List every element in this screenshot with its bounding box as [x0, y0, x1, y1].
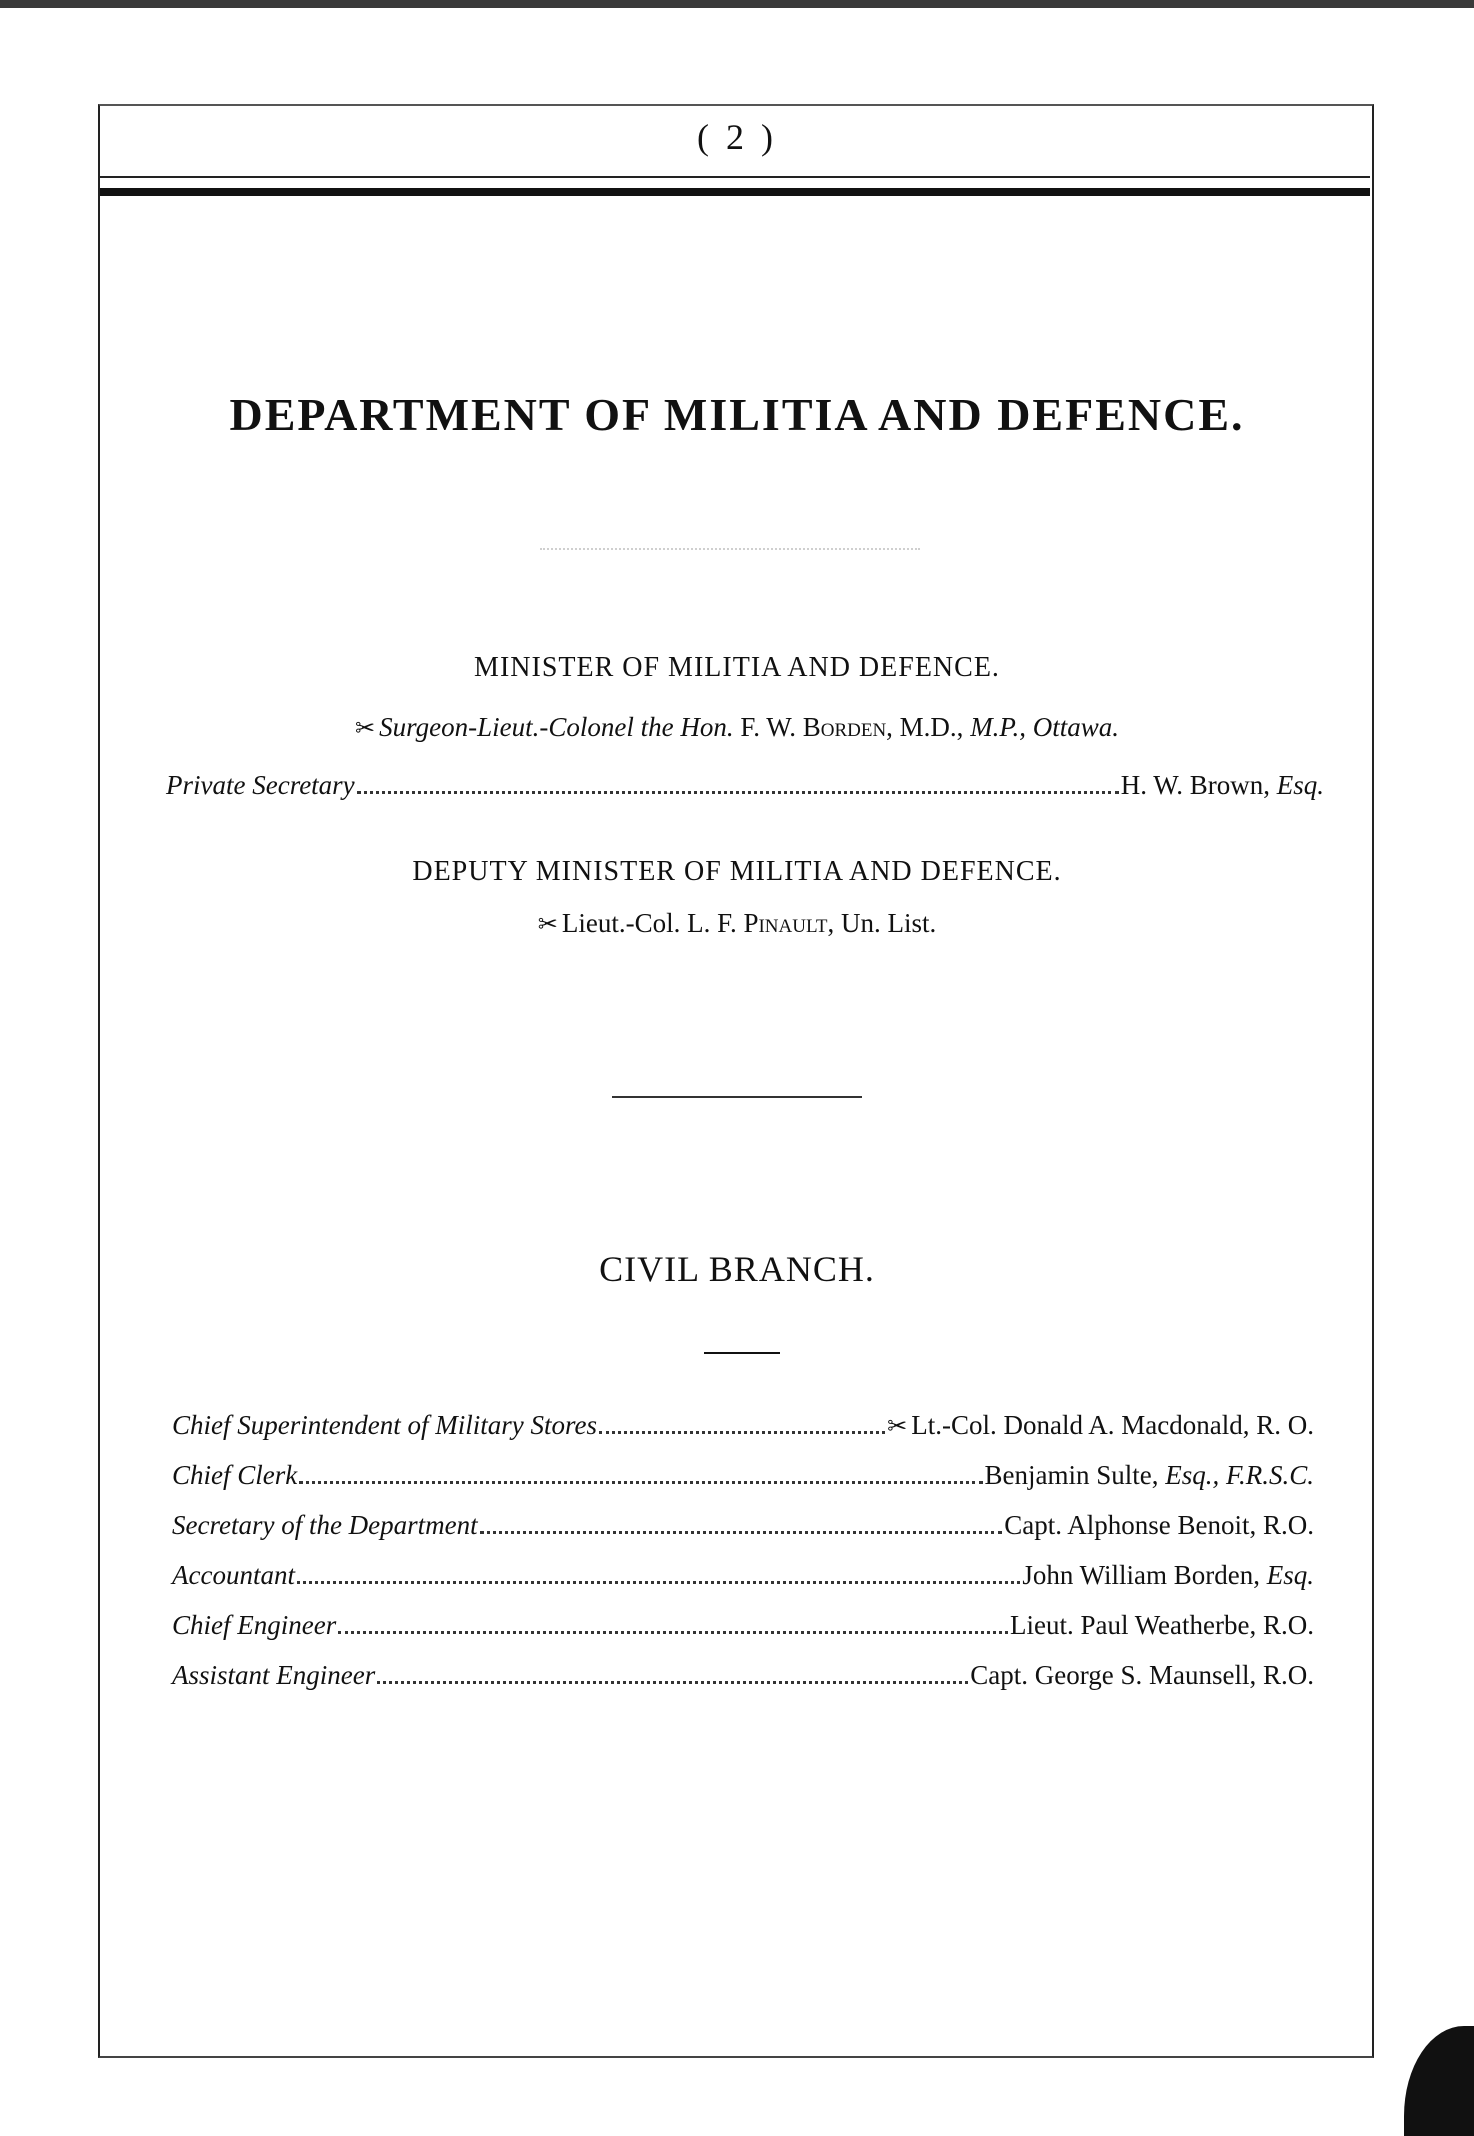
civil-branch-holder [1004, 1510, 1314, 1541]
civil-branch-holder-suffix: Esq. [1266, 1560, 1314, 1590]
dot-leader [299, 1481, 982, 1484]
civil-branch-role: Chief Clerk [172, 1460, 298, 1490]
civil-branch-holder-name: John William Borden, [1022, 1560, 1260, 1590]
scan-edge [0, 0, 1474, 8]
header-rule-thick [100, 188, 1370, 196]
dot-leader [357, 791, 1119, 794]
dot-leader [377, 1681, 968, 1684]
minister-name-line [0, 712, 1474, 743]
minister-surname: Borden, [802, 712, 893, 742]
minister-mp: M.P., [970, 712, 1026, 742]
civil-branch-row [172, 1560, 1314, 1591]
civil-branch-row [172, 1510, 1314, 1541]
deputy-prefix: Lieut.-Col. L. F. [561, 908, 737, 938]
civil-branch-role: Chief Engineer [172, 1610, 337, 1640]
minister-hon: Hon. [680, 712, 734, 742]
section-divider [612, 1096, 862, 1098]
deputy-name-line [0, 908, 1474, 939]
header-rule-thin [100, 176, 1370, 178]
civil-branch-holder-name: Capt. Alphonse Benoit, R.O. [1004, 1510, 1314, 1540]
private-secretary-row [166, 770, 1324, 801]
civil-branch-holder [1010, 1610, 1314, 1641]
civil-branch-row [172, 1410, 1314, 1441]
dot-leader [480, 1531, 1003, 1534]
dot-leader [338, 1631, 1008, 1634]
civil-branch-holder-name: Capt. George S. Maunsell, R.O. [970, 1660, 1314, 1690]
private-secretary-value [1121, 770, 1324, 801]
civil-branch-holder [887, 1410, 1314, 1441]
civil-branch-role: Accountant [172, 1560, 295, 1590]
minister-degree: M.D., [899, 712, 964, 742]
civil-branch-holder-suffix: Esq., F.R.S.C. [1165, 1460, 1314, 1490]
minister-heading: MINISTER OF MILITIA AND DEFENCE. [474, 652, 1000, 683]
civil-branch-holder-name: Benjamin Sulte, [984, 1460, 1159, 1490]
civil-branch-holder [1022, 1560, 1314, 1591]
private-secretary-label: Private Secretary [166, 770, 355, 800]
dot-leader [599, 1431, 885, 1434]
private-secretary-suffix: Esq. [1276, 770, 1324, 800]
civil-branch-heading: CIVIL BRANCH. [599, 1249, 875, 1289]
minister-title: Surgeon-Lieut.-Colonel the [379, 712, 674, 742]
deputy-suffix: Un. List. [840, 908, 937, 938]
civil-divider [704, 1352, 780, 1354]
scan-shadow [1404, 2026, 1474, 2136]
minister-place: Ottawa. [1032, 712, 1119, 742]
civil-branch-holder-name: Lt.-Col. Donald A. Macdonald, R. O. [911, 1410, 1314, 1440]
faint-ornament [540, 548, 920, 550]
scissors-icon: ✂ [537, 912, 558, 938]
scissors-icon: ✂ [887, 1414, 908, 1440]
civil-branch-holder [970, 1660, 1314, 1691]
civil-branch-role: Assistant Engineer [172, 1660, 376, 1690]
civil-branch-role: Secretary of the Department [172, 1510, 478, 1540]
civil-branch-row [172, 1460, 1314, 1491]
civil-branch-holder [985, 1460, 1315, 1491]
deputy-surname: Pinault, [743, 908, 835, 938]
page-number: ( 2 ) [697, 117, 777, 157]
civil-branch-row [172, 1610, 1314, 1641]
civil-branch-row [172, 1660, 1314, 1691]
minister-initials: F. W. [740, 712, 796, 742]
deputy-heading: DEPUTY MINISTER OF MILITIA AND DEFENCE. [412, 856, 1062, 887]
scissors-icon: ✂ [355, 716, 376, 742]
private-secretary-name: H. W. Brown, [1120, 770, 1270, 800]
dot-leader [297, 1581, 1020, 1584]
civil-branch-role: Chief Superintendent of Military Stores [172, 1410, 597, 1440]
civil-branch-holder-name: Lieut. Paul Weatherbe, R.O. [1009, 1610, 1314, 1640]
page-title: DEPARTMENT OF MILITIA AND DEFENCE. [229, 389, 1245, 440]
